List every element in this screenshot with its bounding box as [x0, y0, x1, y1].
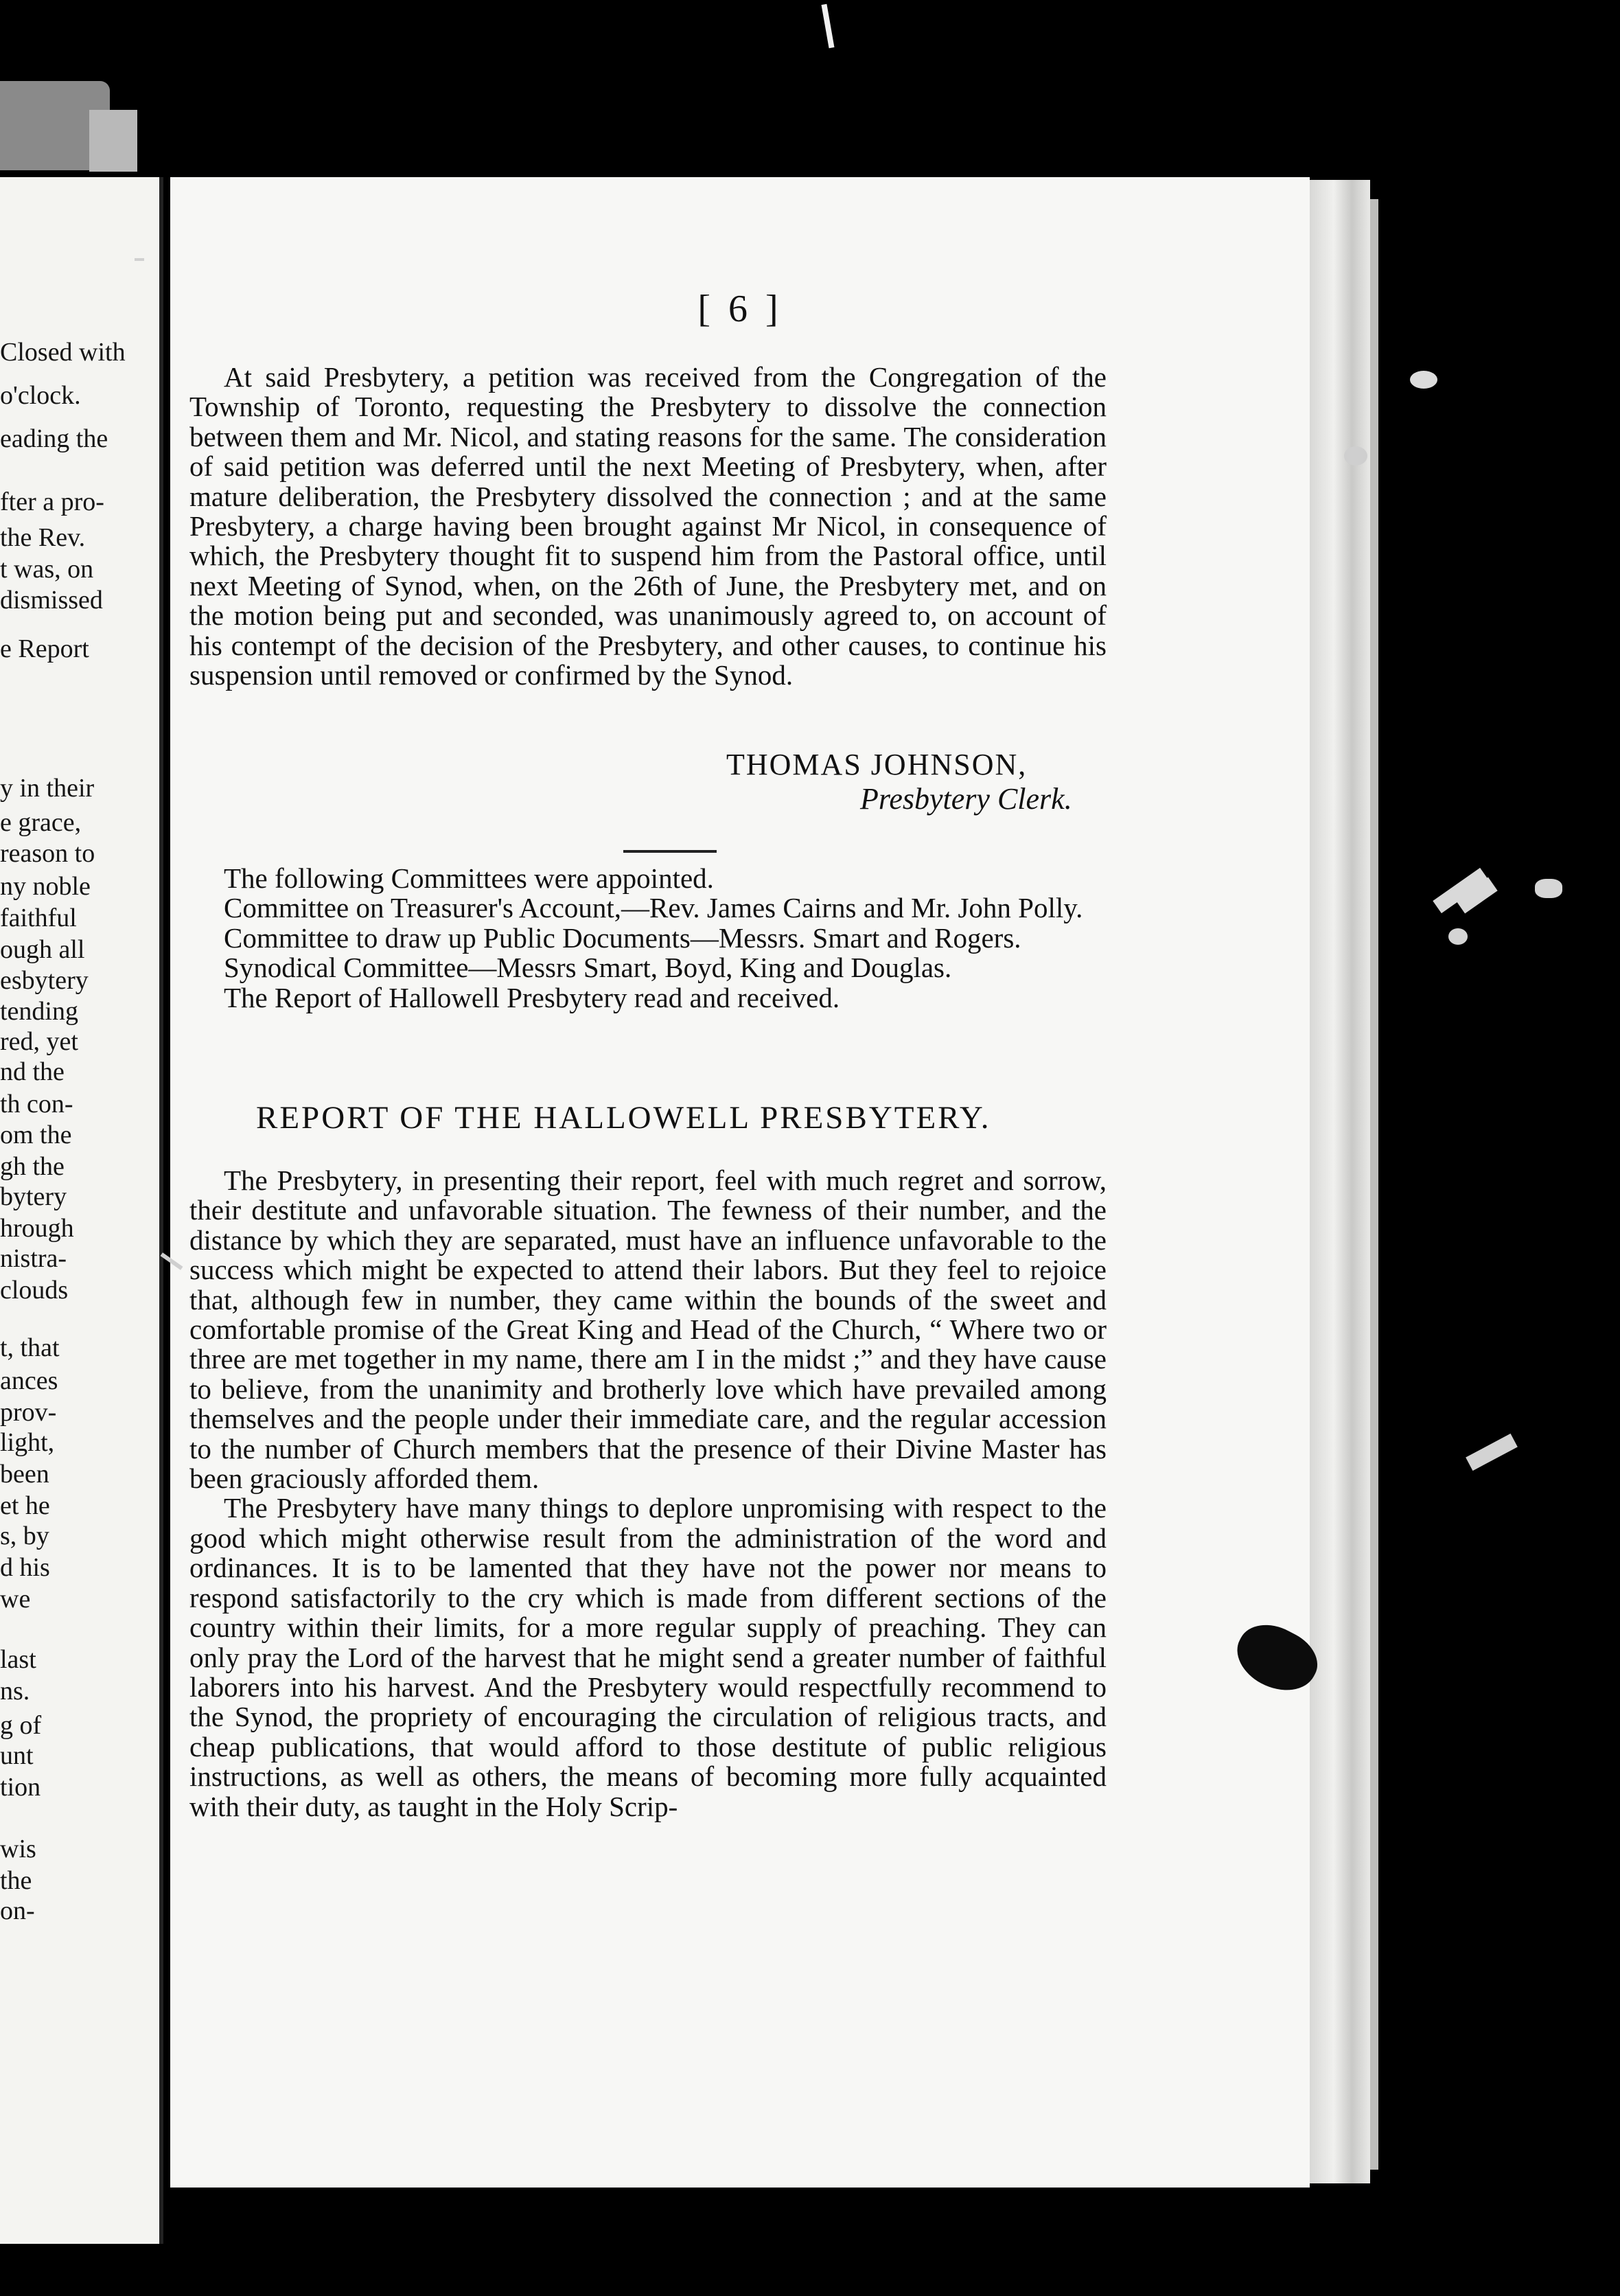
previous-page-text-fragment: gh the [0, 1152, 65, 1181]
committee-documents: Committee to draw up Public Documents—Messrs. Smart and Rogers. [224, 921, 1021, 954]
report-read-line: The Report of Hallowell Presbytery read and received. [224, 981, 840, 1013]
previous-page-text-fragment: fter a pro- [0, 487, 104, 516]
scan-speck [1448, 928, 1468, 945]
previous-page-text-fragment: tion [0, 1773, 41, 1802]
petition-paragraph: At said Presbytery, a petition was received from the Congregation of the Township of Toronto, requesting the Presbytery to dissolve the connection between them and Mr. Nicol, and stating reasons for the same. The consideration of said petition was deferred until the next Meeting of Presbytery, when, after mature deliberation, the Presbytery dissolved the connection ; and at the same Presbytery, a charge having been brought against Mr Nicol, in consequence of which, the Presbytery thought fit to suspend him from the Pastoral office, until next Meeting of Synod, when, on the 26th of June, the Presbytery met, and on the motion being put and seconded, was unanimously agreed to, on account of his contempt of the decision of the Presbytery, and other causes, to continue his suspension until removed or confirmed by the Synod. [189, 361, 1107, 691]
previous-page-text-fragment: g of [0, 1711, 42, 1740]
previous-page-text-fragment: y in their [0, 774, 95, 803]
previous-page-text-fragment: clouds [0, 1276, 69, 1305]
previous-page-text-fragment: ns. [0, 1677, 30, 1706]
previous-page-text-fragment: prov- [0, 1398, 57, 1427]
previous-page-text-fragment: on- [0, 1896, 35, 1925]
scan-speck [1410, 371, 1437, 389]
previous-page-text-fragment: we [0, 1585, 31, 1614]
previous-page-text-fragment: been [0, 1460, 49, 1489]
previous-page-text-fragment: last [0, 1645, 36, 1674]
previous-page-text-fragment: s, by [0, 1522, 49, 1550]
previous-page-text-fragment: light, [0, 1428, 55, 1457]
previous-page-text-fragment: faithful [0, 904, 77, 932]
committee-synodical: Synodical Committee—Messrs Smart, Boyd, King and Douglas. [224, 952, 952, 984]
scan-speck [135, 258, 144, 261]
previous-page-text-fragment: reason to [0, 839, 95, 868]
previous-page-text-fragment: th con- [0, 1090, 73, 1118]
previous-page-text-fragment: eading the [0, 424, 108, 453]
previous-page-text-fragment: e Report [0, 634, 89, 663]
previous-page-text-fragment: nistra- [0, 1244, 67, 1273]
previous-page-text-fragment: red, yet [0, 1027, 78, 1056]
report-paragraph-2: The Presbytery have many things to deplore unpromising with respect to the good which might otherwise result from the administration of the word and ordinances. It is to be lamented that they have not the power nor means to respond satisfactorily to the cry which is made from different sections of the country within their limits, for a more regular supply of preaching. They can only pray the Lord of the harvest that he might send a greater number of faithful laborers into his harvest. And the Presbytery would respectfully recommend to the Synod, the propriety of encouraging the circulation of religious tracts, and cheap publications, that would afford to those destitute of public religious instructions, as well as others, the means of becoming more fully acquainted with their duty, as taught in the Holy Scrip- [189, 1492, 1107, 1822]
previous-page-text-fragment: ny noble [0, 872, 91, 901]
report-paragraph-1: The Presbytery, in presenting their report, feel with much regret and sorrow, their destitute and unfavorable situation. The fewness of their number, and the distance by which they are separated, must have an influence unfavorable to the success which might be expected to attend their labors. But they feel to rejoice that, although few in number, they came within the bounds of the sweet and comfortable promise of the Great King and Head of the Church, “ Where two or three are met together in my name, there am I in the midst ;” and they have cause to believe, from the unanimity and brotherly love which have prevailed among themselves and the people under their immediate care, and the regular accession to the number of Church members that the presence of their Divine Master has been graciously afforded them. [189, 1164, 1107, 1495]
signature-title: Presbytery Clerk. [860, 782, 1072, 816]
previous-page-text-fragment: ances [0, 1366, 58, 1395]
scan-speck [822, 4, 835, 48]
previous-page-text-fragment: the [0, 1866, 32, 1895]
scan-speck [1466, 1434, 1518, 1471]
previous-page-text-fragment: unt [0, 1741, 34, 1770]
previous-page-text-fragment: t was, on [0, 555, 94, 584]
previous-page-text-fragment: e grace, [0, 808, 82, 837]
previous-page-text-fragment: dismissed [0, 586, 103, 615]
committee-treasurer: Committee on Treasurer's Account,—Rev. James Cairns and Mr. John Polly. [224, 892, 1083, 924]
petition-paragraph-block [189, 363, 1107, 690]
book-binding-strip [89, 110, 137, 172]
page-stack-edge-shadow [1370, 199, 1378, 2170]
previous-page-text-fragment: nd the [0, 1057, 65, 1086]
signature-name: THOMAS JOHNSON, [726, 748, 1028, 781]
previous-page-text-fragment: t, that [0, 1333, 60, 1362]
previous-page-text-fragment: wis [0, 1835, 36, 1863]
page-number: [ 6 ] [697, 288, 783, 330]
previous-page-text-fragment: ough all [0, 935, 85, 964]
previous-page-text-fragment: d his [0, 1553, 50, 1582]
scan-speck [1344, 446, 1367, 466]
previous-page-text-fragment: o'clock. [0, 381, 81, 410]
page-stack-edge [1310, 180, 1370, 2183]
section-divider [623, 850, 717, 853]
previous-page-text-fragment: et he [0, 1491, 50, 1520]
previous-page-text-fragment: the Rev. [0, 523, 86, 552]
scan-speck [1535, 879, 1562, 898]
report-body [189, 1166, 1107, 1822]
previous-page-text-fragment: Closed with [0, 338, 126, 367]
previous-page-text-fragment: tending [0, 997, 78, 1026]
committees-intro: The following Committees were appointed. [224, 862, 714, 894]
previous-page-text-fragment: hrough [0, 1214, 74, 1243]
report-heading: REPORT OF THE HALLOWELL PRESBYTERY. [256, 1100, 991, 1136]
previous-page-fragment [0, 177, 163, 2244]
committees-block [189, 864, 1107, 1013]
previous-page-text-fragment: bytery [0, 1182, 67, 1211]
previous-page-text-fragment: esbytery [0, 966, 89, 995]
previous-page-text-fragment: om the [0, 1121, 72, 1149]
scanned-page [170, 177, 1310, 2188]
